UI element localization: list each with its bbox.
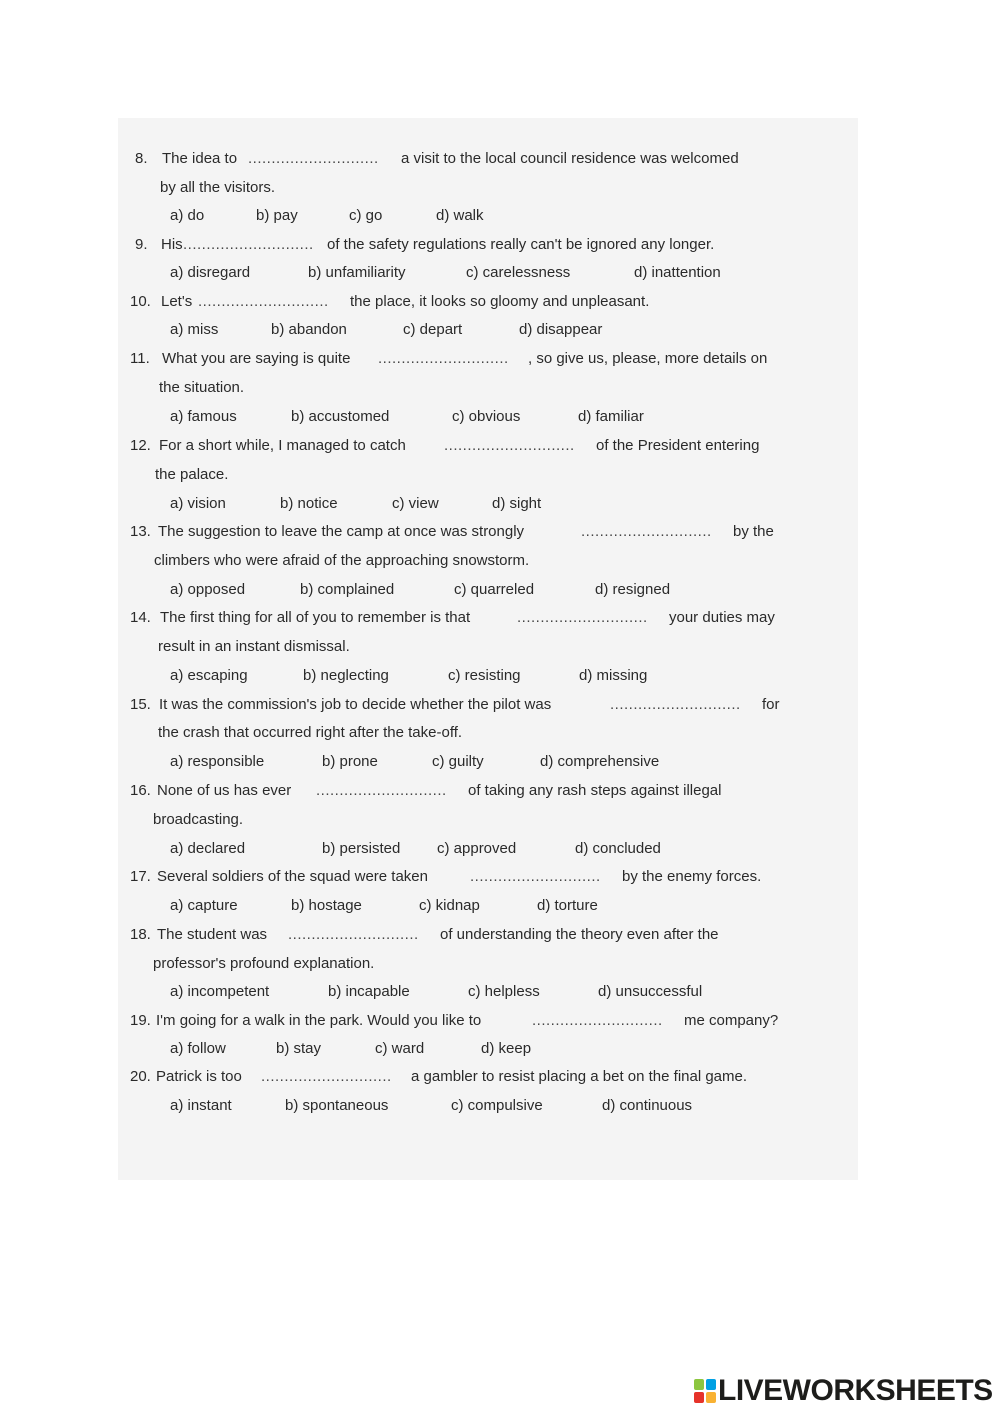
question-18-number: 18. [130, 926, 151, 943]
question-8-answer-blank: ............................ [248, 150, 379, 167]
logo-square-4 [706, 1392, 716, 1403]
question-15-text-after: for [762, 696, 780, 713]
question-13-option-d: d) resigned [595, 581, 671, 598]
question-19-option-d: d) keep [481, 1040, 532, 1057]
liveworksheets-logo-text: LIVEWORKSHEETS [718, 1374, 993, 1407]
question-10-option-c: c) depart [403, 321, 463, 338]
question-10-answer-blank: ............................ [198, 293, 329, 310]
question-15-number: 15. [130, 696, 151, 713]
question-18-option-a: a) incompetent [170, 983, 270, 1000]
question-14-answer-blank: ............................ [517, 609, 648, 626]
question-9-option-b: b) unfamiliarity [308, 264, 406, 281]
question-11-option-b: b) accustomed [291, 408, 390, 425]
question-8-text-before: The idea to [162, 150, 238, 167]
question-8-number: 8. [135, 150, 148, 167]
question-19-number: 19. [130, 1012, 151, 1029]
question-17-option-d: d) torture [537, 897, 598, 914]
logo-square-3 [694, 1392, 704, 1403]
question-13-number: 13. [130, 523, 151, 540]
question-10-option-a: a) miss [170, 321, 219, 338]
question-17-number: 17. [130, 868, 151, 885]
question-19-option-b: b) stay [276, 1040, 322, 1057]
logo-square-1 [694, 1379, 704, 1390]
question-20-option-a: a) instant [170, 1097, 232, 1114]
question-11-option-d: d) familiar [578, 408, 644, 425]
question-9-option-d: d) inattention [634, 264, 721, 281]
question-16-option-c: c) approved [437, 840, 517, 857]
logo-square-2 [706, 1379, 716, 1390]
question-20-option-b: b) spontaneous [285, 1097, 389, 1114]
question-15-option-c: c) guilty [432, 753, 484, 770]
question-11-text-before: What you are saying is quite [162, 350, 351, 367]
question-9-text-before: His [161, 236, 183, 253]
question-13-option-b: b) complained [300, 581, 395, 598]
question-13-text-continuation: climbers who were afraid of the approaching snowstorm. [154, 552, 530, 569]
question-15-option-d: d) comprehensive [540, 753, 660, 770]
question-13-answer-blank: ............................ [581, 523, 712, 540]
question-15-text-continuation: the crash that occurred right after the take-off. [158, 724, 463, 741]
question-13-text-before: The suggestion to leave the camp at once was strongly [158, 523, 525, 540]
question-14-text-continuation: result in an instant dismissal. [158, 638, 350, 655]
question-16-option-a: a) declared [170, 840, 246, 857]
question-15-option-a: a) responsible [170, 753, 265, 770]
question-13-option-c: c) quarreled [454, 581, 535, 598]
question-12-option-b: b) notice [280, 495, 338, 512]
question-16-option-b: b) persisted [322, 840, 401, 857]
question-18-answer-blank: ............................ [288, 926, 419, 943]
question-13-text-after: by the [733, 523, 774, 540]
question-15-option-b: b) prone [322, 753, 378, 770]
question-11-answer-blank: ............................ [378, 350, 509, 367]
question-11-option-c: c) obvious [452, 408, 521, 425]
question-11-number: 11. [130, 350, 150, 367]
question-17-answer-blank: ............................ [470, 868, 601, 885]
question-11-option-a: a) famous [170, 408, 237, 425]
question-10-option-b: b) abandon [271, 321, 347, 338]
question-8-text-after: a visit to the local council residence was welcomed [401, 150, 739, 167]
question-18-option-d: d) unsuccessful [598, 983, 703, 1000]
question-20-number: 20. [130, 1068, 151, 1085]
question-13-option-a: a) opposed [170, 581, 246, 598]
question-8-option-b: b) pay [256, 207, 298, 224]
question-20-answer-blank: ............................ [261, 1068, 392, 1085]
question-12-option-a: a) vision [170, 495, 226, 512]
question-10-text-after: the place, it looks so gloomy and unpleasant. [350, 293, 650, 310]
question-12-text-continuation: the palace. [155, 466, 229, 483]
question-9-text-after: of the safety regulations really can't be ignored any longer. [327, 236, 715, 253]
question-12-option-c: c) view [392, 495, 439, 512]
question-11-text-continuation: the situation. [159, 379, 245, 396]
question-17-option-b: b) hostage [291, 897, 362, 914]
question-10-text-before: Let's [161, 293, 193, 310]
question-18-text-continuation: professor's profound explanation. [153, 955, 375, 972]
question-15-answer-blank: ............................ [610, 696, 741, 713]
question-10-number: 10. [130, 293, 151, 310]
question-15-text-before: It was the commission's job to decide whether the pilot was [159, 696, 552, 713]
question-14-option-d: d) missing [579, 667, 648, 684]
question-17-text-before: Several soldiers of the squad were taken [157, 868, 428, 885]
question-12-number: 12. [130, 437, 151, 454]
question-16-text-after: of taking any rash steps against illegal [468, 782, 722, 799]
question-14-text-before: The first thing for all of you to remember is that [160, 609, 471, 626]
question-8-option-d: d) walk [436, 207, 484, 224]
question-20-text-after: a gambler to resist placing a bet on the final game. [411, 1068, 748, 1085]
question-9-option-a: a) disregard [170, 264, 251, 281]
liveworksheets-logo [694, 1376, 993, 1406]
question-12-text-after: of the President entering [596, 437, 760, 454]
question-16-answer-blank: ............................ [316, 782, 447, 799]
question-12-option-d: d) sight [492, 495, 542, 512]
question-19-option-c: c) ward [375, 1040, 425, 1057]
question-17-text-after: by the enemy forces. [622, 868, 762, 885]
question-19-option-a: a) follow [170, 1040, 226, 1057]
question-12-answer-blank: ............................ [444, 437, 575, 454]
liveworksheets-logo-mark [694, 1379, 716, 1403]
question-16-text-continuation: broadcasting. [153, 811, 244, 828]
question-18-text-after: of understanding the theory even after the [440, 926, 719, 943]
question-9-answer-blank: ............................ [183, 236, 314, 253]
question-20-option-c: c) compulsive [451, 1097, 543, 1114]
question-8-text-continuation: by all the visitors. [160, 179, 276, 196]
question-10-option-d: d) disappear [519, 321, 603, 338]
question-17-option-c: c) kidnap [419, 897, 480, 914]
question-20-option-d: d) continuous [602, 1097, 693, 1114]
question-18-text-before: The student was [157, 926, 268, 943]
question-14-text-after: your duties may [669, 609, 775, 626]
question-18-option-c: c) helpless [468, 983, 540, 1000]
question-16-text-before: None of us has ever [157, 782, 292, 799]
question-18-option-b: b) incapable [328, 983, 410, 1000]
question-19-text-before: I'm going for a walk in the park. Would you like to [156, 1012, 482, 1029]
question-16-option-d: d) concluded [575, 840, 661, 857]
question-16-number: 16. [130, 782, 151, 799]
question-14-option-a: a) escaping [170, 667, 248, 684]
question-8-option-c: c) go [349, 207, 383, 224]
question-19-text-after: me company? [684, 1012, 779, 1029]
question-20-text-before: Patrick is too [156, 1068, 242, 1085]
question-19-answer-blank: ............................ [532, 1012, 663, 1029]
question-12-text-before: For a short while, I managed to catch [159, 437, 406, 454]
question-14-option-c: c) resisting [448, 667, 521, 684]
question-9-option-c: c) carelessness [466, 264, 571, 281]
question-9-number: 9. [135, 236, 148, 253]
question-11-text-after: , so give us, please, more details on [528, 350, 768, 367]
question-14-option-b: b) neglecting [303, 667, 389, 684]
question-17-option-a: a) capture [170, 897, 238, 914]
question-14-number: 14. [130, 609, 151, 626]
question-8-option-a: a) do [170, 207, 205, 224]
